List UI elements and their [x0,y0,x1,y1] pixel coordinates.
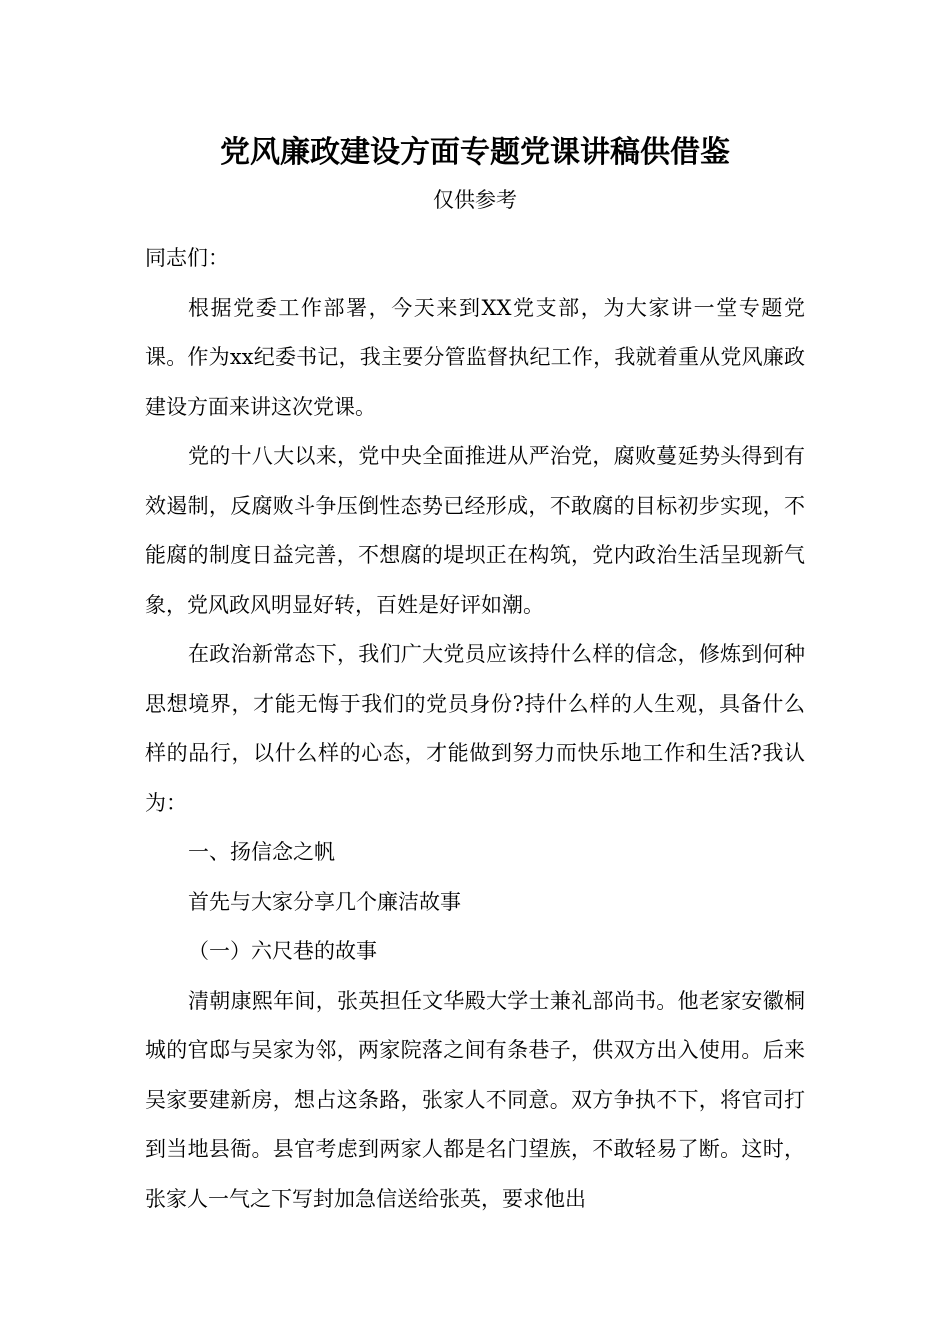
section-heading: 一、扬信念之帆 [188,840,335,864]
document-title: 党风廉政建设方面专题党课讲稿供借鉴 [220,135,730,170]
paragraph-stories-intro: 首先与大家分享几个廉洁故事 [188,889,461,914]
paragraph-intro: 根据党委工作部署，今天来到XX党支部，为大家讲一堂专题党课。作为xx纪委书记，我主要分管监督执纪工作，我就着重从党风廉政建设方面来讲这次党课。 [145,295,805,419]
document-subtitle: 仅供参考 [433,188,517,212]
subsection-heading: （一）六尺巷的故事 [188,939,377,963]
paragraph-story: 清朝康熙年间，张英担任文华殿大学士兼礼部尚书。他老家安徽桐城的官邸与吴家为邻，两家院落之间有条巷子，供双方出入使用。后来吴家要建新房，想占这条路，张家人不同意。双方争执不下，将官司打到当地县衙。县官考虑到两家人都是名门望族，不敢轻易了断。这时，张家人一气之下写封加急信送给张英，要求他出 [145,988,805,1211]
salutation: 同志们： [145,246,229,270]
paragraph-question: 在政治新常态下，我们广大党员应该持什么样的信念，修炼到何种思想境界，才能无悔于我们的党员身份?持什么样的人生观，具备什么样的品行，以什么样的心态，才能做到努力而快乐地工作和生活?我认为： [145,642,805,815]
paragraph-background: 党的十八大以来，党中央全面推进从严治党，腐败蔓延势头得到有效遏制，反腐败斗争压倒性态势已经形成，不敢腐的目标初步实现，不能腐的制度日益完善，不想腐的堤坝正在构筑，党内政治生活呈现新气象，党风政风明显好转，百姓是好评如潮。 [145,444,805,617]
document-body [145,234,805,1224]
